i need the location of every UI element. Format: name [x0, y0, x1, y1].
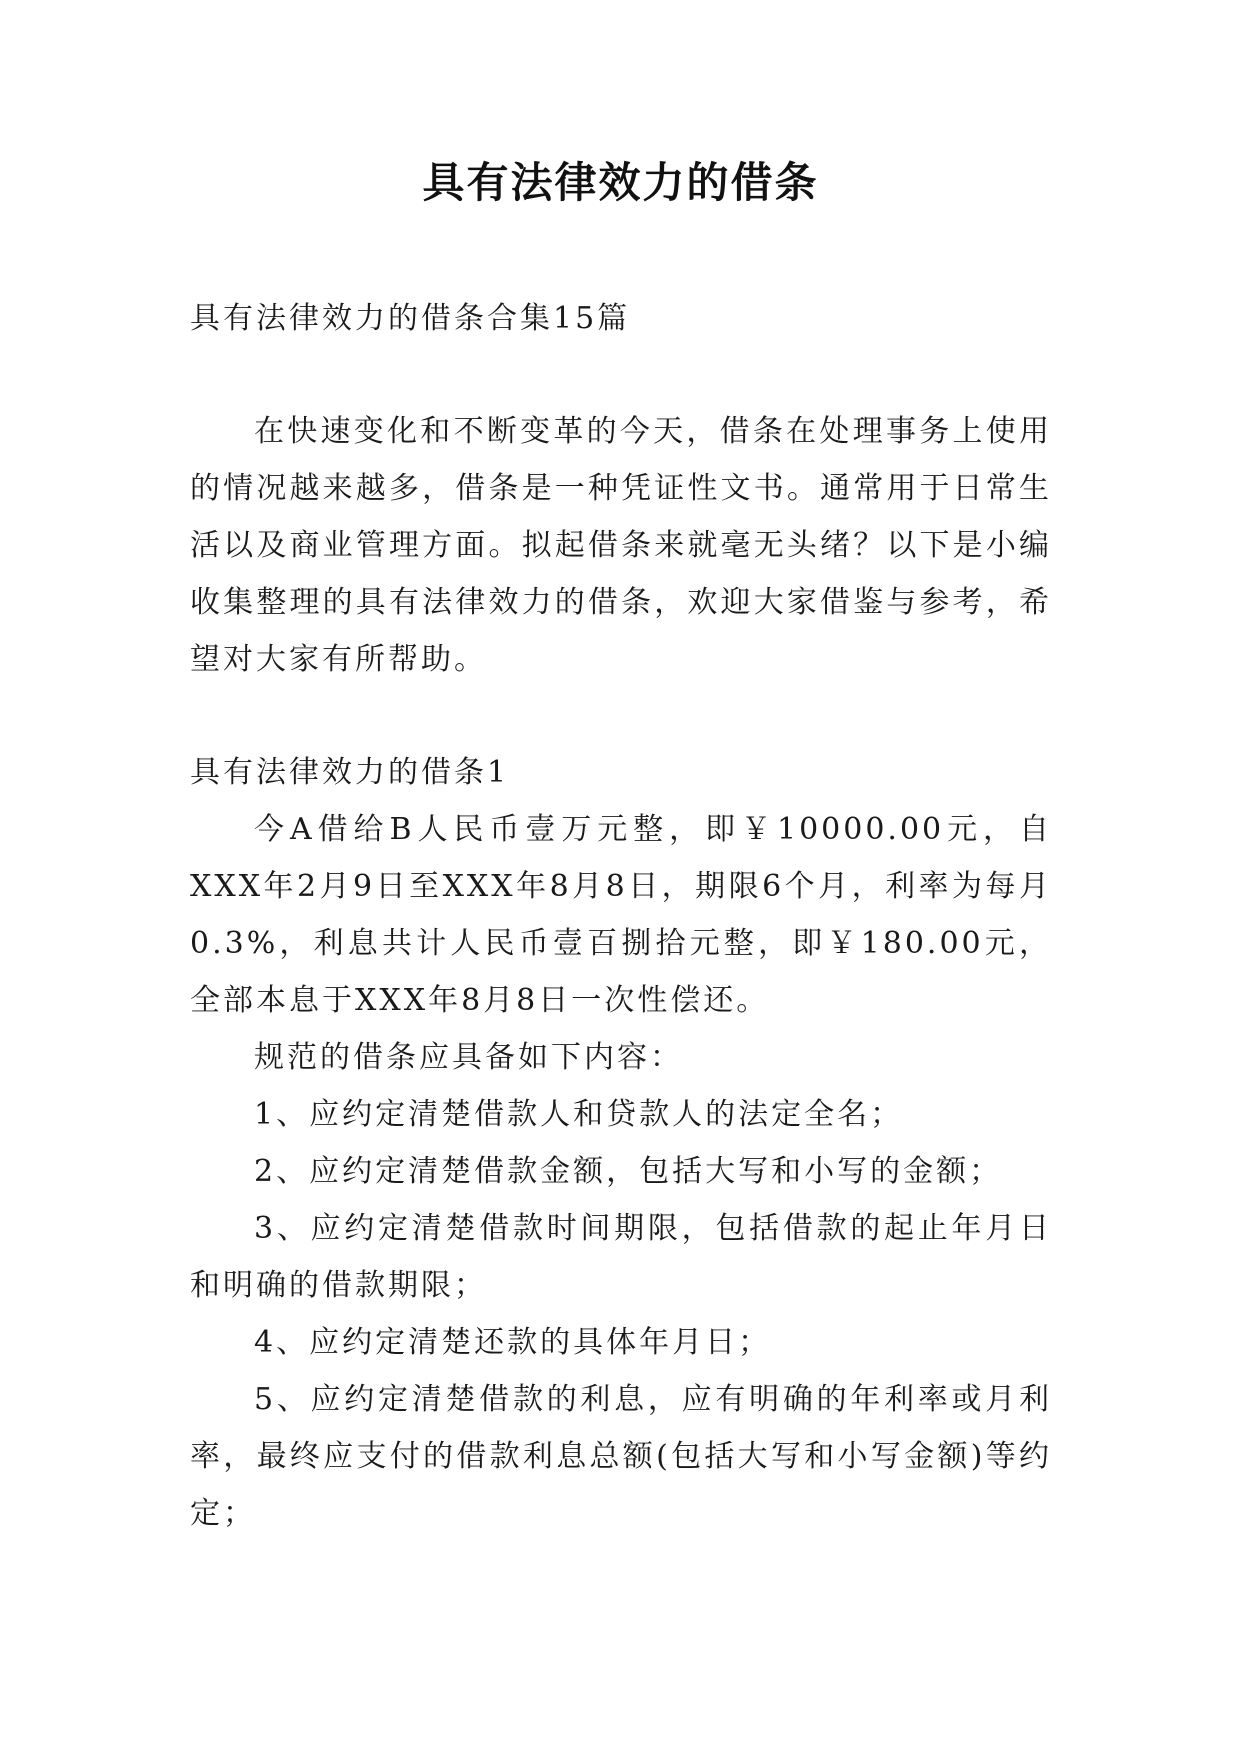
document-body [190, 290, 1052, 1542]
document-subtitle: 具有法律效力的借条合集15篇 [190, 301, 631, 336]
requirement-item-3: 3、应约定清楚借款时间期限，包括借款的起止年月日和明确的借款期限； [190, 1211, 1052, 1303]
requirement-item-2: 2、应约定清楚借款金额，包括大写和小写的金额； [254, 1154, 1003, 1189]
requirement-item-5: 5、应约定清楚借款的利息，应有明确的年利率或月利率，最终应支付的借款利息总额(包括大写和小写金额)等约定； [190, 1382, 1052, 1531]
loan-example-paragraph: 今A借给B人民币壹万元整，即￥10000.00元，自XXX年2月9日至XXX年8月8日，期限6个月，利率为每月0.3%，利息共计人民币壹百捌拾元整，即￥180.00元，全部本息于XXX年8月8日一次性偿还。 [190, 812, 1052, 1018]
requirement-item-1: 1、应约定清楚借款人和贷款人的法定全名； [254, 1097, 904, 1132]
requirement-item-4: 4、应约定清楚还款的具体年月日； [254, 1325, 772, 1360]
intro-paragraph: 在快速变化和不断变革的今天，借条在处理事务上使用的情况越来越多，借条是一种凭证性文书。通常用于日常生活以及商业管理方面。拟起借条来就毫无头绪？以下是小编收集整理的具有法律效力的借条，欢迎大家借鉴与参考，希望对大家有所帮助。 [190, 414, 1052, 677]
document-title: 具有法律效力的借条 [422, 158, 819, 207]
section-heading: 具有法律效力的借条1 [190, 755, 510, 790]
requirements-intro: 规范的借条应具备如下内容： [254, 1040, 683, 1075]
